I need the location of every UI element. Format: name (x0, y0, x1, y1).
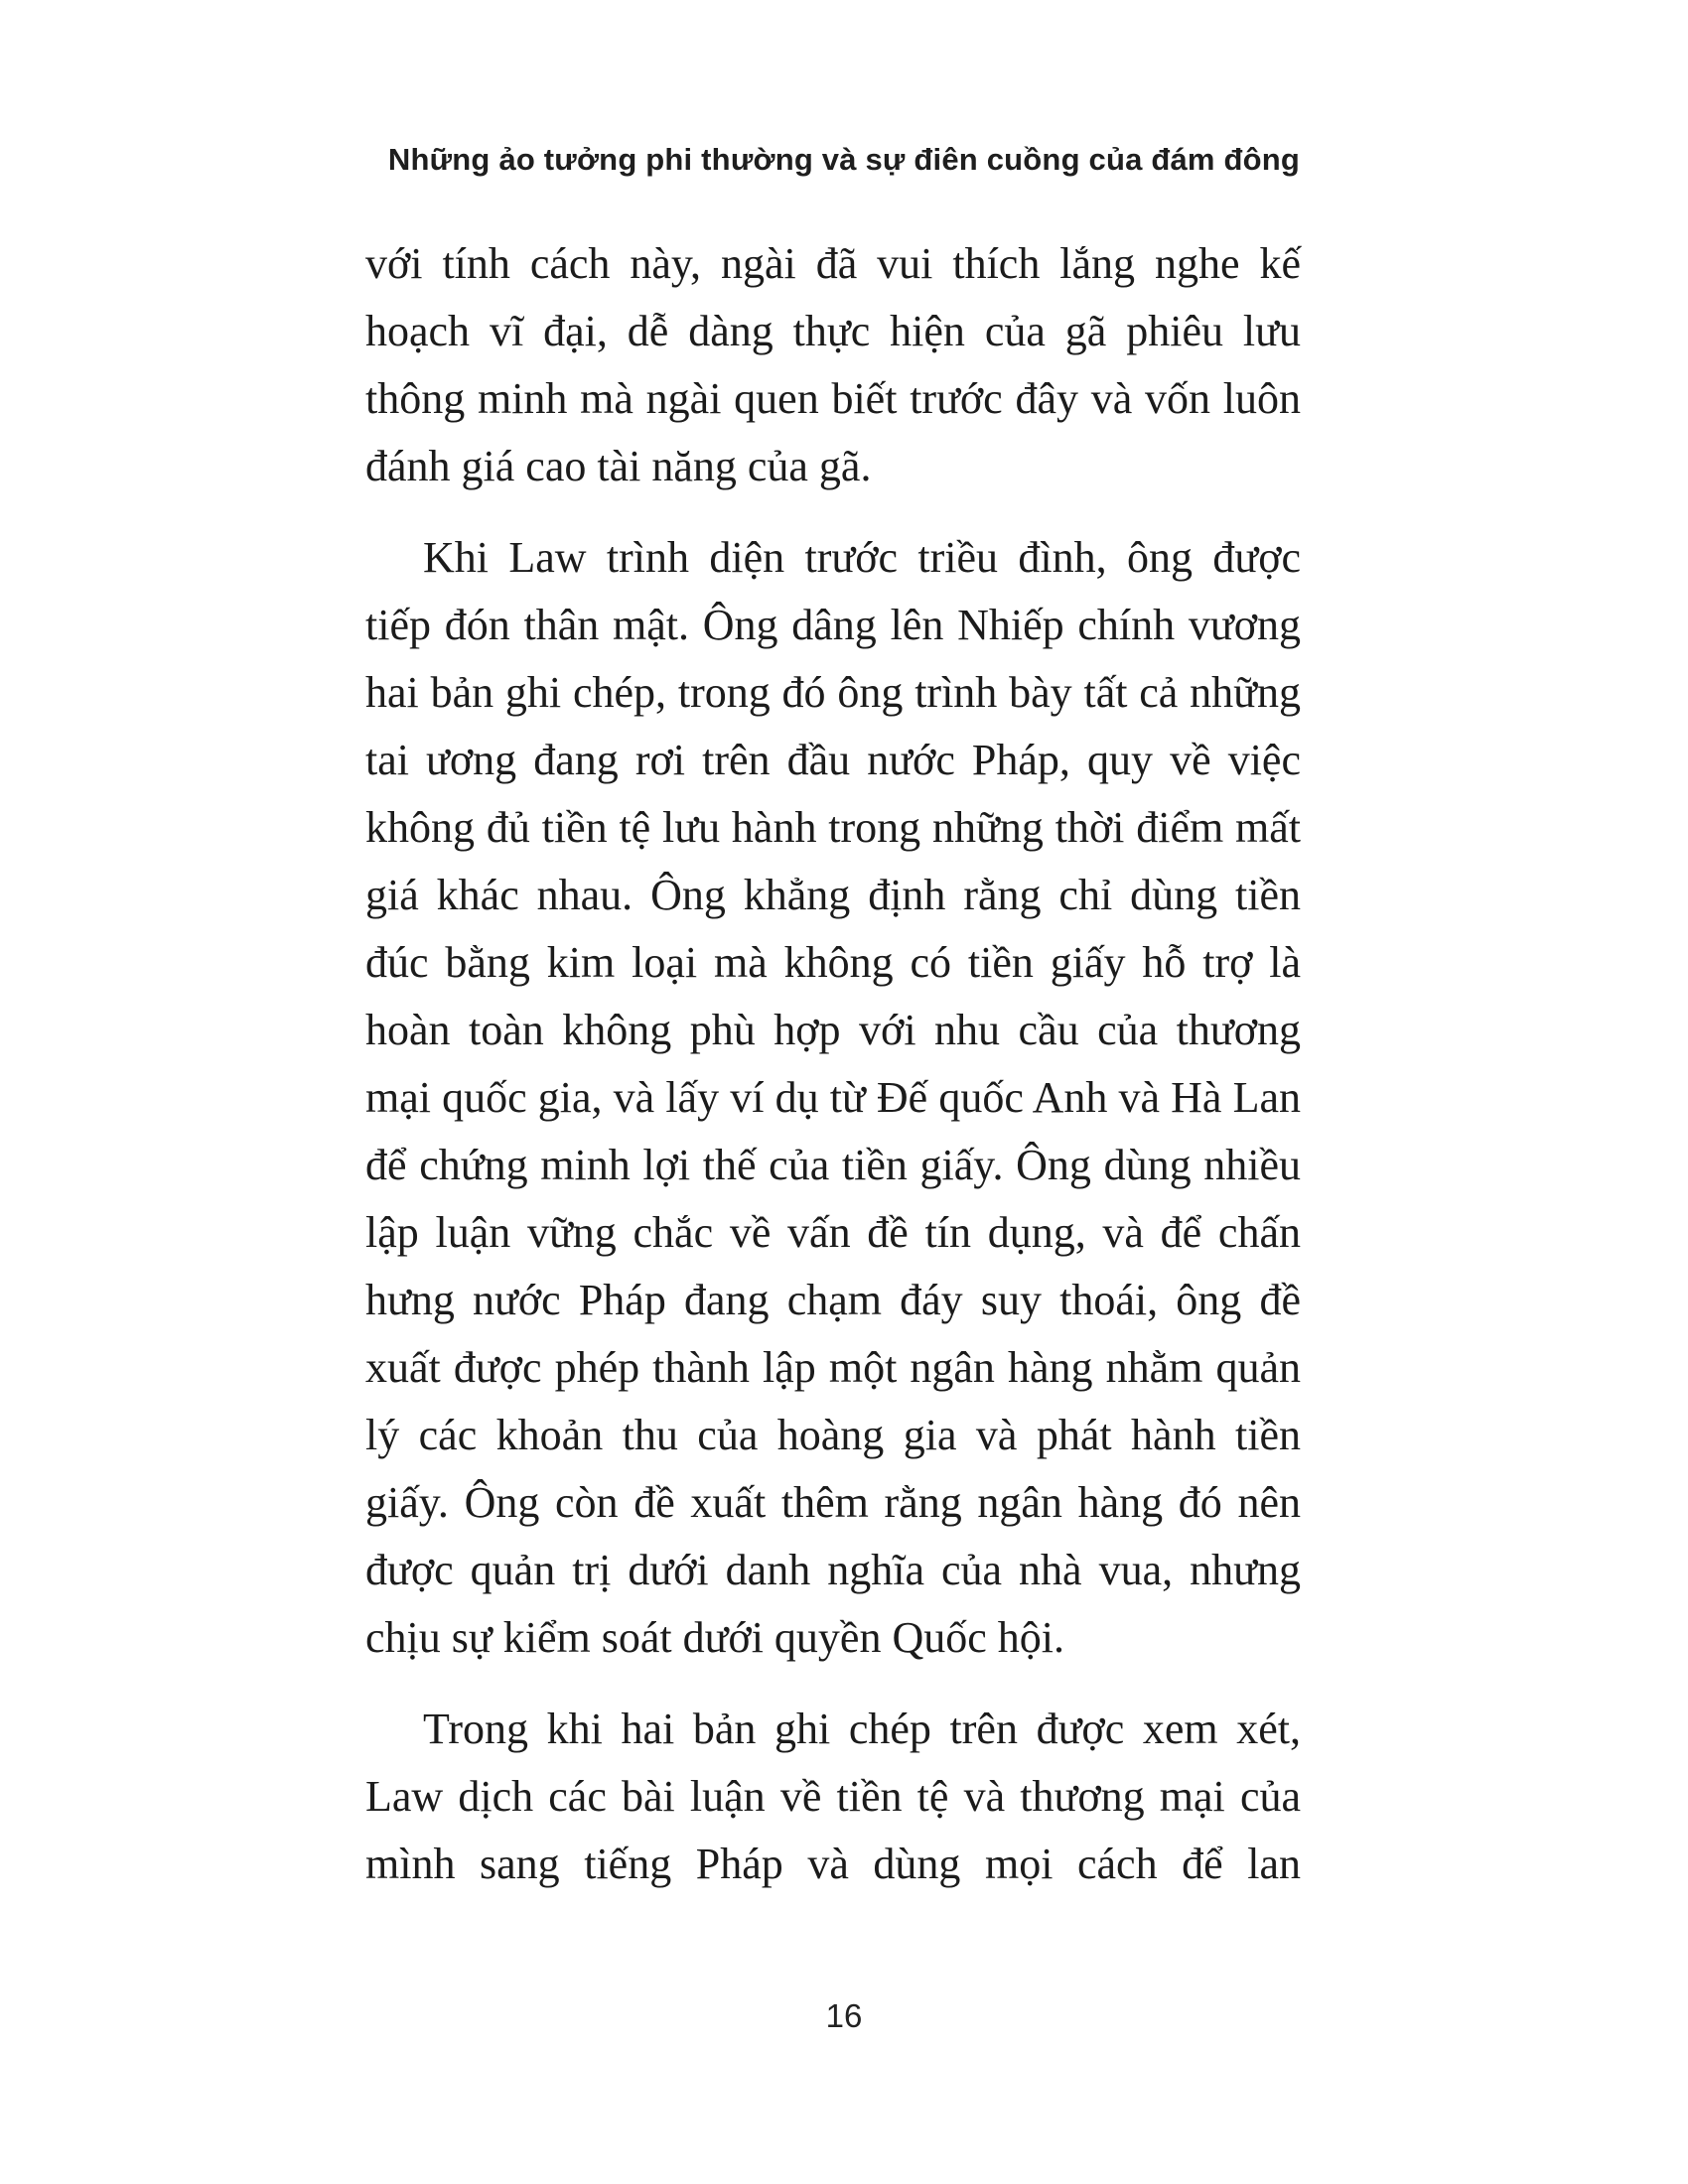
body-text (365, 230, 1301, 1898)
running-header: Những ảo tưởng phi thường và sự điên cuồng của đám đông (387, 142, 1301, 177)
page-number: 16 (825, 1997, 863, 2034)
paragraph: Khi Law trình diện trước triều đình, ông được tiếp đón thân mật. Ông dâng lên Nhiếp chính vương hai bản ghi chép, trong đó ông trình bày tất cả những tai ương đang rơi trên đầu nước Pháp, quy về việc không đủ tiền tệ lưu hành trong những thời điểm mất giá khác nhau. Ông khẳng định rằng chỉ dùng tiền đúc bằng kim loại mà không có tiền giấy hỗ trợ là hoàn toàn không phù hợp với nhu cầu của thương mại quốc gia, và lấy ví dụ từ Đế quốc Anh và Hà Lan để chứng minh lợi thế của tiền giấy. Ông dùng nhiều lập luận vững chắc về vấn đề tín dụng, và để chấn hưng nước Pháp đang chạm đáy suy thoái, ông đề xuất được phép thành lập một ngân hàng nhằm quản lý các khoản thu của hoàng gia và phát hành tiền giấy. Ông còn đề xuất thêm rằng ngân hàng đó nên được quản trị dưới danh nghĩa của nhà vua, nhưng chịu sự kiểm soát dưới quyền Quốc hội. (365, 533, 1301, 1662)
paragraph: Trong khi hai bản ghi chép trên được xem xét, Law dịch các bài luận về tiền tệ và thương mại của mình sang tiếng Pháp và dùng mọi cách để lan (365, 1705, 1301, 1888)
paragraph: với tính cách này, ngài đã vui thích lắng nghe kế hoạch vĩ đại, dễ dàng thực hiện của gã phiêu lưu thông minh mà ngài quen biết trước đây và vốn luôn đánh giá cao tài năng của gã. (365, 239, 1301, 490)
